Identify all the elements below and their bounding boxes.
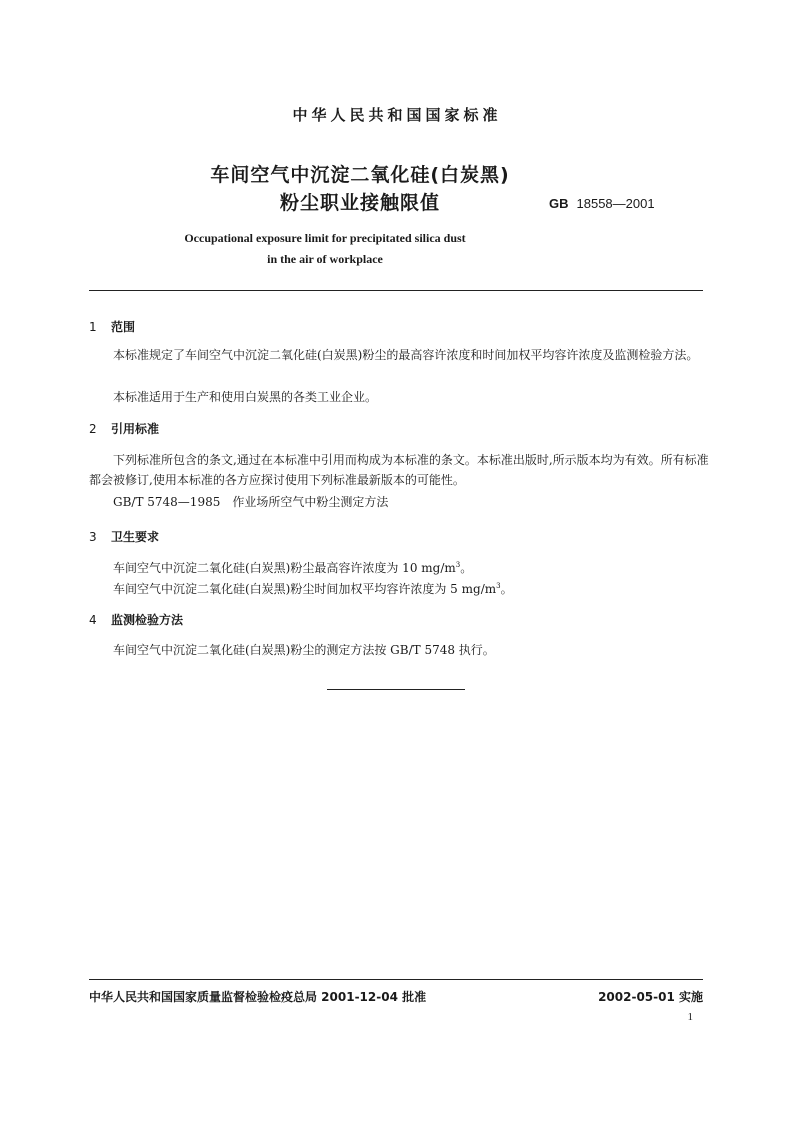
superscript-3: 3 bbox=[455, 561, 461, 569]
approval-info: 中华人民共和国国家质量监督检验检疫总局 2001-12-04 批准 bbox=[89, 990, 427, 1004]
section-title: 卫生要求 bbox=[111, 530, 160, 544]
section-2-heading bbox=[89, 420, 159, 437]
english-title-line2: in the air of workplace bbox=[267, 252, 383, 266]
page-number: 1 bbox=[687, 1011, 693, 1023]
section-3-heading bbox=[89, 528, 159, 545]
standard-number bbox=[549, 196, 655, 211]
section-number: 1 bbox=[89, 320, 97, 334]
section-4-heading bbox=[89, 611, 183, 628]
section-number: 2 bbox=[89, 422, 97, 436]
superscript-3: 3 bbox=[496, 582, 501, 590]
section-1-paragraph-2: 本标准适用于生产和使用白炭黑的各类工业企业。 bbox=[113, 390, 378, 404]
section-3-paragraph-1 bbox=[89, 555, 709, 578]
gb-prefix: GB bbox=[549, 196, 569, 211]
section-2-paragraph-1: 下列标准所包含的条文,通过在本标准中引用而构成为本标准的条文。本标准出版时,所示版本均为有效。所有标准都会被修订,使用本标准的各方应探讨使用下列标准最新版本的可能性。 bbox=[89, 453, 709, 487]
document-title-line1: 车间空气中沉淀二氧化硅(白炭黑) bbox=[210, 164, 510, 186]
document-title-line2: 粉尘职业接触限值 bbox=[279, 192, 440, 214]
section-title: 监测检验方法 bbox=[111, 613, 184, 627]
national-standard-heading: 中华人民共和国国家标准 bbox=[292, 106, 502, 124]
section-number: 3 bbox=[89, 530, 97, 544]
section-3-paragraph-2 bbox=[89, 576, 709, 599]
section-title: 范围 bbox=[111, 320, 136, 334]
end-mark: 。 bbox=[500, 582, 513, 596]
end-of-text-line bbox=[327, 689, 465, 690]
end-mark: 。 bbox=[460, 561, 473, 575]
section-title: 引用标准 bbox=[111, 422, 160, 436]
paragraph-text: 车间空气中沉淀二氧化硅(白炭黑)粉尘时间加权平均容许浓度为 5 mg/m bbox=[113, 582, 497, 596]
english-title-line1: Occupational exposure limit for precipitated silica dust bbox=[184, 231, 466, 245]
gb-number: 18558—2001 bbox=[576, 196, 655, 211]
section-1-heading bbox=[89, 318, 135, 335]
header-divider bbox=[89, 290, 703, 291]
section-1-paragraph-1: 本标准规定了车间空气中沉淀二氧化硅(白炭黑)粉尘的最高容许浓度和时间加权平均容许浓度及监测检验方法。 bbox=[113, 348, 699, 362]
footer-divider bbox=[89, 979, 703, 980]
section-2-reference: GB/T 5748—1985 作业场所空气中粉尘测定方法 bbox=[113, 495, 389, 509]
paragraph-text: 车间空气中沉淀二氧化硅(白炭黑)粉尘最高容许浓度为 10 mg/m bbox=[113, 561, 456, 575]
section-4-paragraph-1: 车间空气中沉淀二氧化硅(白炭黑)粉尘的测定方法按 GB/T 5748 执行。 bbox=[113, 643, 495, 657]
section-number: 4 bbox=[89, 613, 97, 627]
implementation-date: 2002-05-01 实施 bbox=[598, 990, 703, 1004]
